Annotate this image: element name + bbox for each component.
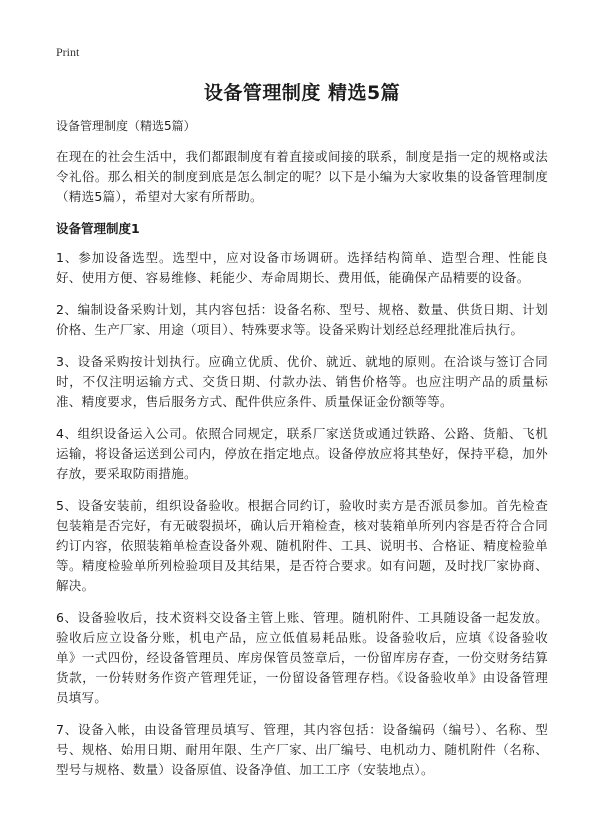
paragraph-7: 7、设备入帐，由设备管理员填写、管理，其内容包括：设备编码（编号）、名称、型号、规格、始用日期、耐用年限、生产厂家、出厂编号、电机动力、随机附件（名称、型号与规格、数量）设备原值、设备净值、加工工序（安装地点）。 [56,722,548,777]
document-page [56,78,548,792]
section-heading: 设备管理制度1 [56,221,140,236]
page-title: 设备管理制度 精选5篇 [203,82,401,104]
paragraph-6: 6、设备验收后，技术资料交设备主管上账、管理。随机附件、工具随设备一起发放。验收后应立设备分账，机电产品，应立低值易耗品账。设备验收后，应填《设备验收单》一式四份，经设备管理员、库房保管员签章后，一份留库房存查，一份交财务结算货款，一份转财务作资产管理凭证，一份留设备管理存档。《设备验收单》由设备管理员填写。 [56,610,548,705]
paragraph-1: 1、参加设备选型。选型中，应对设备市场调研。选择结构简单、造型合理、性能良好、使用方便、容易维修、耗能少、寿命周期长、费用低，能确保产品精要的设备。 [56,250,548,285]
paragraph-3: 3、设备采购按计划执行。应确立优质、优价、就近、就地的原则。在洽谈与签订合同时，不仅注明运输方式、交货日期、付款办法、销售价格等。也应注明产品的质量标准、精度要求，售后服务方式、配件供应条件、质量保证金份额等等。 [56,354,548,409]
paragraph-5: 5、设备安装前，组织设备验收。根据合同约订，验收时卖方是否派员参加。首先检查包装箱是否完好，有无破裂损坏，确认后开箱检查，核对装箱单所列内容是否符合合同约订内容，依照装箱单检查设备外观、随机附件、工具、说明书、合格证、精度检验单等。精度检验单所列检验项目及其结果，是否符合要求。如有问题，及时找厂家协商、解决。 [56,498,548,593]
document-subtitle: 设备管理制度（精选5篇） [56,119,196,133]
paragraph-2: 2、编制设备采购计划，其内容包括：设备名称、型号、规格、数量、供货日期、计划价格、生产厂家、用途（项目）、特殊要求等。设备采购计划经总经理批准后执行。 [56,302,548,337]
paragraph-4: 4、组织设备运入公司。依照合同规定，联系厂家送货或通过铁路、公路、货船、飞机运输，将设备运送到公司内，停放在指定地点。设备停放应将其垫好，保持平稳，加外存放，要采取防雨措施。 [56,426,548,481]
intro-paragraph: 在现在的社会生活中，我们都跟制度有着直接或间接的联系，制度是指一定的规格或法令礼俗。那么相关的制度到底是怎么制定的呢？以下是小编为大家收集的设备管理制度（精选5篇），希望对大家有所帮助。 [56,149,548,204]
print-link[interactable]: Print [56,45,80,59]
